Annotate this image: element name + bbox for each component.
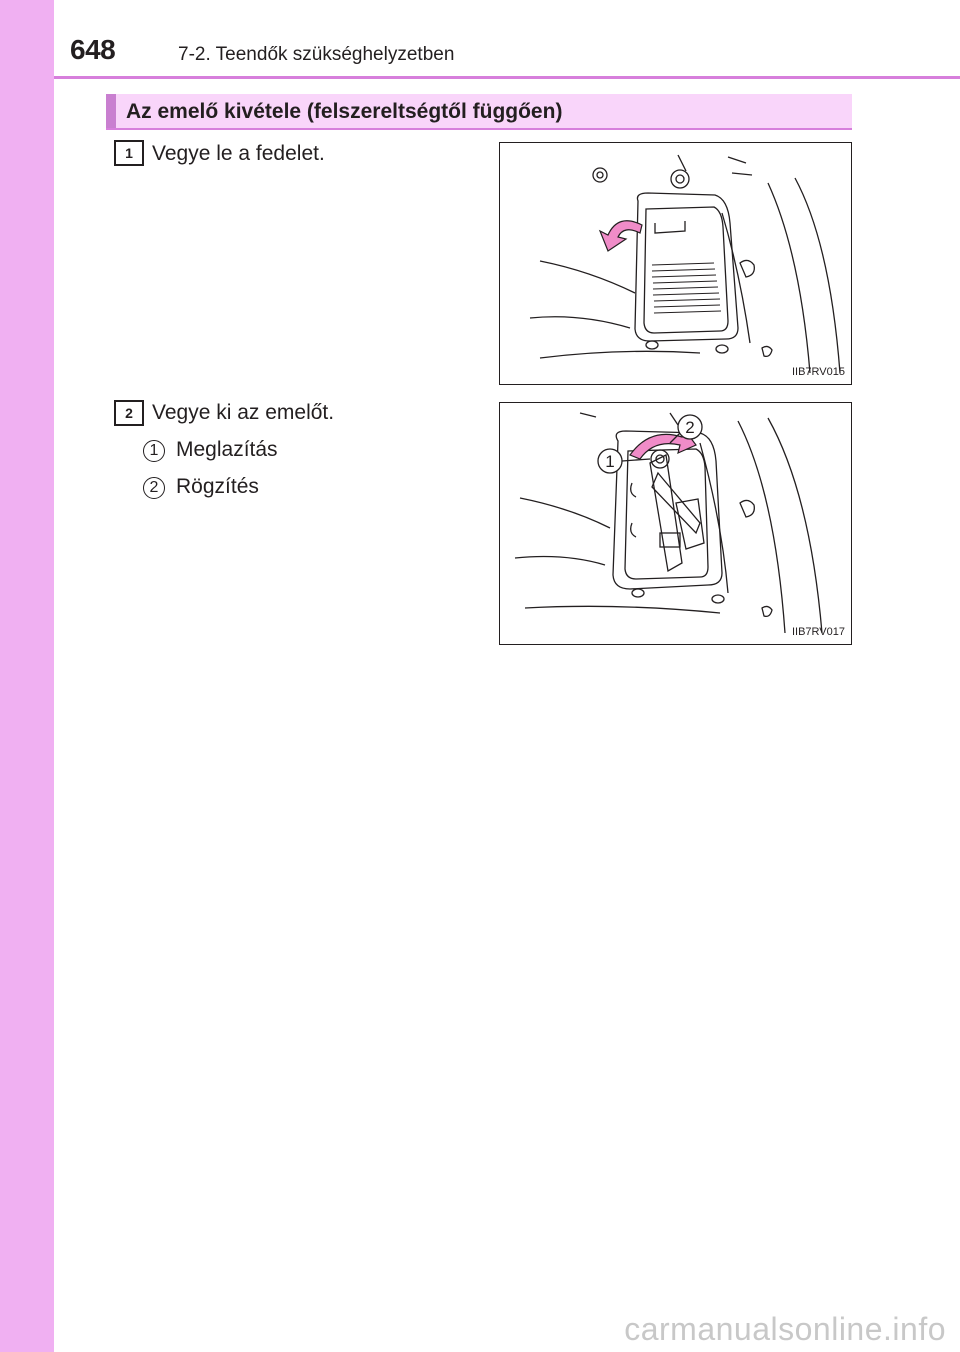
section-title: Az emelő kivétele (felszereltségtől függően) [126,100,563,123]
substep-text-2: Rögzítés [176,475,259,498]
substep-number-1: 1 [143,440,165,462]
side-color-band [0,0,54,1352]
chapter-title: 7-2. Teendők szükséghelyzetben [178,44,455,65]
substep-number-2: 2 [143,477,165,499]
callout-label-1: 1 [605,452,615,471]
section-heading [106,94,852,130]
footer-watermark: carmanualsonline.info [624,1311,946,1347]
step-badge-1: 1 [114,140,144,166]
cover-illustration [500,143,852,385]
page-number: 648 [70,34,116,65]
jack-illustration [500,403,852,645]
step-badge-2: 2 [114,400,144,426]
arrow-icon [600,221,642,251]
heading-accent-bar [106,94,116,128]
figure-code: IIB7RV017 [791,626,845,638]
figure-remove-jack [499,402,852,645]
figure-code: IIB7RV015 [791,366,845,378]
callout-label-2: 2 [685,418,695,437]
step-text-2: Vegye ki az emelőt. [152,401,335,424]
figure-remove-cover [499,142,852,385]
header-divider [54,76,960,79]
step-text-1: Vegye le a fedelet. [152,142,325,165]
substep-text-1: Meglazítás [176,438,278,461]
